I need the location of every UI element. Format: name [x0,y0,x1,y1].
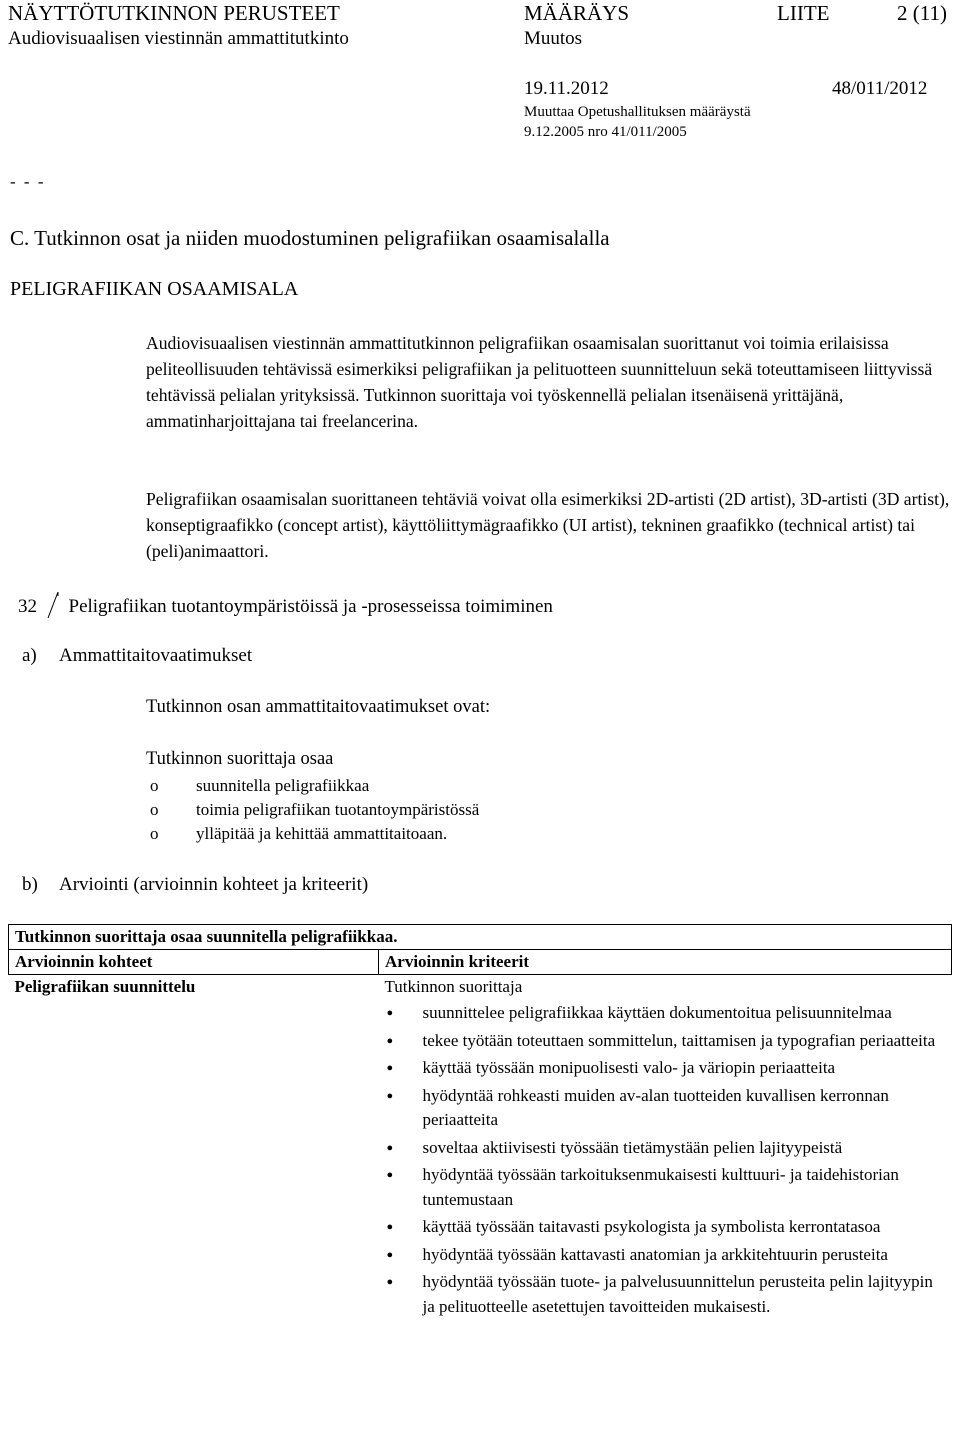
header-subtitle: Audiovisuaalisen viestinnän ammattitutkinto [8,28,349,49]
list-item-text: suunnitella peligrafiikkaa [196,776,370,795]
section-subheading: PELIGRAFIIKAN OSAAMISALA [10,278,299,300]
list-item-text: ylläpitää ja kehittää ammattitaitoaan. [196,824,448,843]
section-heading-prefix: C. [10,226,30,250]
list-bullet: o [150,824,159,843]
list-item-text: toimia peligrafiikan tuotantoympäristössä [196,800,480,819]
section-heading [10,226,610,251]
can-intro: Tutkinnon suorittaja osaa [146,749,334,769]
list-item: ● käyttää työssään taitavasti psykologista ja symbolista kerrontatasoa [385,1215,946,1240]
header-appendix: LIITE [777,1,830,25]
module-heading [18,592,553,618]
header-doc-type: MÄÄRÄYS [524,1,630,25]
list-item [150,776,369,796]
list-item: ● hyödyntää työssään kattavasti anatomian ja arkkitehtuurin perusteita [385,1243,946,1268]
list-bullet: o [150,800,159,819]
section-a-title: Ammattitaitovaatimukset [59,645,253,666]
list-item: ● hyödyntää työssään tarkoituksenmukaisesti kulttuuri- ja taidehistorian tuntemustaan [385,1163,946,1212]
assessment-table [8,924,952,1322]
table-header-row [9,950,952,975]
section-a-heading [22,645,252,667]
list-bullet: o [150,776,159,795]
header-date: 19.11.2012 [524,78,609,99]
slash-separator-icon [46,592,60,618]
header-amends-line2: 9.12.2005 nro 41/011/2005 [524,124,687,140]
module-title: Peligrafiikan tuotantoympäristöissä ja -prosesseissa toimiminen [68,596,553,617]
header-doc-subtype: Muutos [524,28,583,49]
list-item: ● soveltaa aktiivisesti työssään tietämystään pelien lajityypeistä [385,1136,946,1161]
list-item [150,800,479,820]
header-doc-number: 48/011/2012 [832,78,928,99]
list-item: ● tekee työtään toteuttaen sommittelun, taittamisen ja typografian periaatteita [385,1029,946,1054]
section-b-heading [22,874,368,896]
module-number: 32 [18,596,37,617]
table-col2-header: Arvioinnin kriteerit [379,950,952,975]
list-item: ● hyödyntää työssään tuote- ja palvelusuunnittelun perusteita pelin lajityypin ja pelituotteelle asetettujen tavoitteiden mukaisesti. [385,1270,946,1319]
criteria-intro: Tutkinnon suorittaja [384,977,523,996]
section-a-label: a) [22,645,37,666]
header-title: NÄYTTÖTUTKINNON PERUSTEET [8,1,340,25]
table-title: Tutkinnon suorittaja osaa suunnitella peligrafiikkaa. [9,925,952,950]
table-col1-header: Arvioinnin kohteet [9,950,379,975]
requirements-intro: Tutkinnon osan ammattitaitovaatimukset ovat: [146,697,491,717]
header-page-number: 2 (11) [897,1,947,25]
section-heading-text: Tutkinnon osat ja niiden muodostuminen peligrafiikan osaamisalalla [34,226,610,250]
section-b-title: Arviointi (arvioinnin kohteet ja kriteerit) [59,874,369,895]
assessment-target: Peligrafiikan suunnittelu [14,977,196,996]
intro-paragraph: Audiovisuaalisen viestinnän ammattitutkinnon peligrafiikan osaamisalan suorittanut voi toimia erilaisissa peliteollisuuden tehtävissä esimerkiksi peligrafiikan ja pelituotteen suunnitteluun sekä toteuttamiseen liittyvissä tehtävissä pelialan yrityksissä. Tutkinnon suorittaja voi työskennellä pelialan itsenäisenä yrittäjänä, ammatinharjoittajana tai freelancerina. [146,333,933,431]
job-titles-paragraph: Peligrafiikan osaamisalan suorittaneen tehtäviä voivat olla esimerkiksi 2D-artisti (2D artist), 3D-artisti (3D artist), konseptigraafikko (concept artist), käyttöliittymägraafikko (UI artist), tekninen graafikko (technical artist) tai (peli)animaattori. [146,489,950,561]
table-row [9,975,952,1323]
header-amends-line1: Muuttaa Opetushallituksen määräystä [524,104,751,120]
section-b-label: b) [22,874,38,895]
list-item: ● käyttää työssään monipuolisesti valo- ja väriopin periaatteita [385,1056,946,1081]
table-title-row [9,925,952,950]
list-item: ● suunnittelee peligrafiikkaa käyttäen dokumentoitua pelisuunnitelmaa [385,1001,946,1026]
separator-dashes: - - - [10,172,46,191]
criteria-list [385,1001,946,1319]
assessment-criteria [379,975,952,1323]
list-item: ● hyödyntää rohkeasti muiden av-alan tuotteiden kuvallisen kerronnan periaatteita [385,1084,946,1133]
list-item [150,824,447,844]
